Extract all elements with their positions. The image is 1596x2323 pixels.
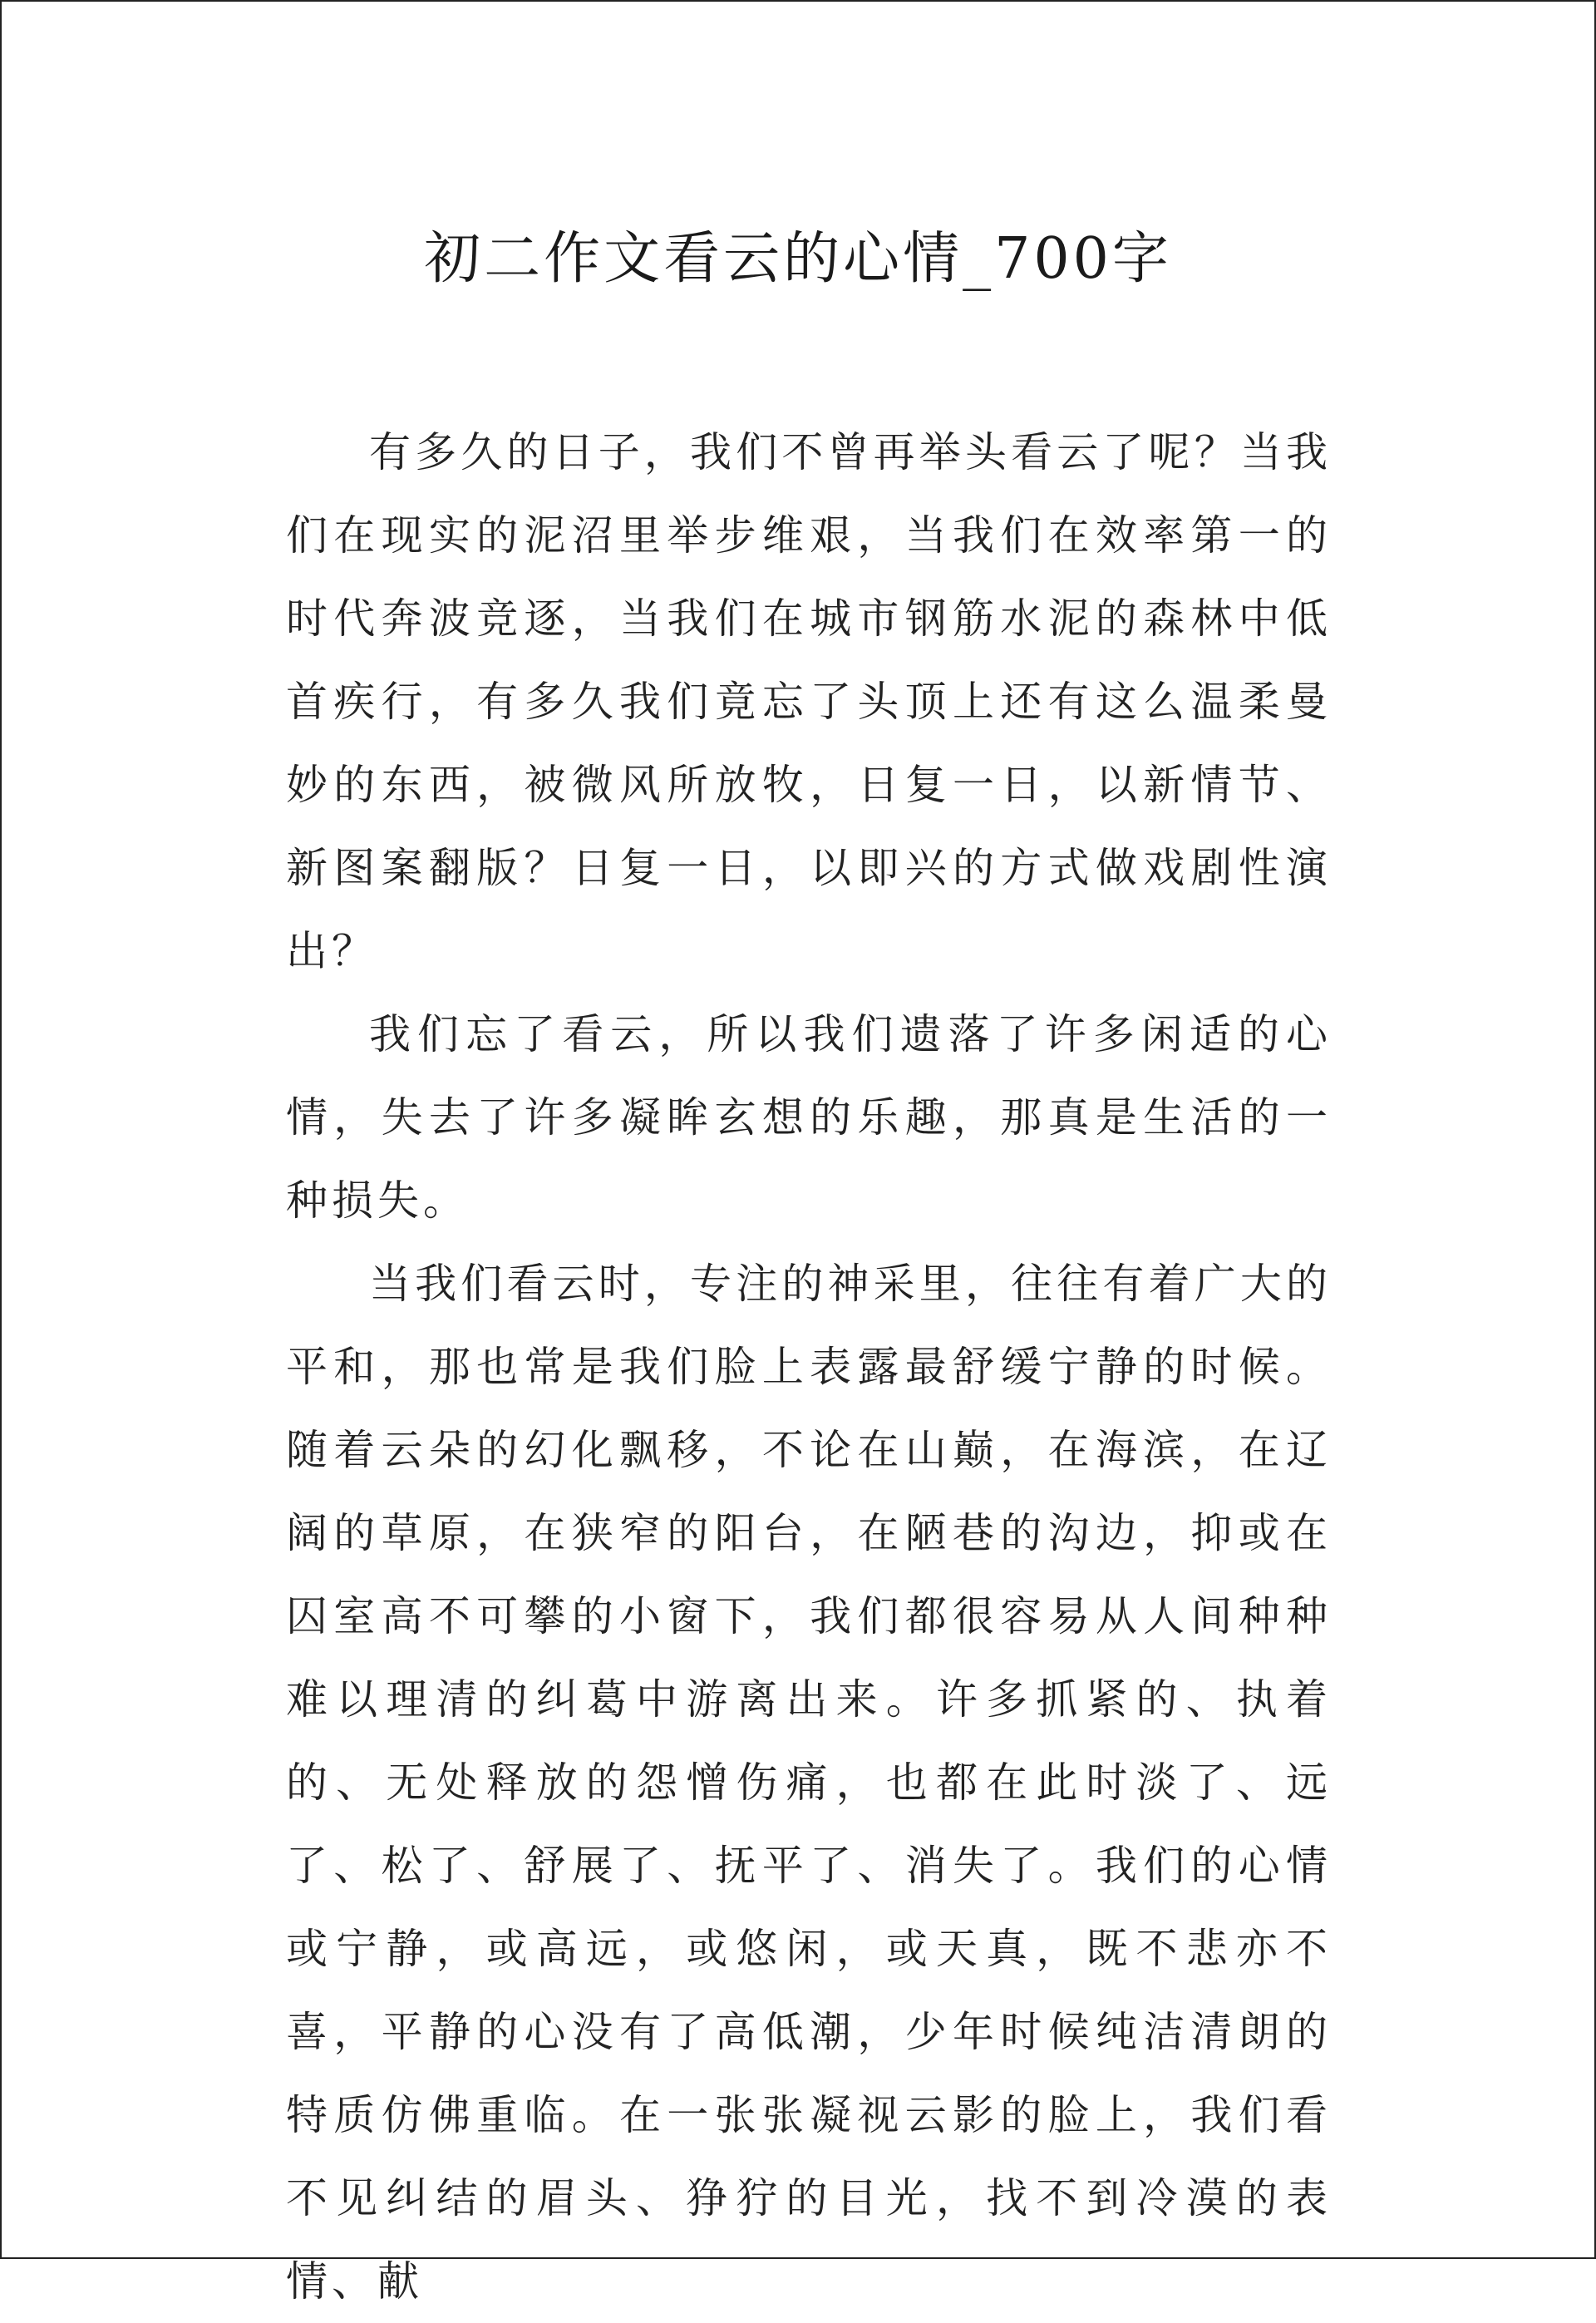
paragraph-3: 当我们看云时，专注的神采里，往往有着广大的平和，那也常是我们脸上表露最舒缓宁静的时候。随着云朵的幻化飘移，不论在山巅，在海滨，在辽阔的草原，在狭窄的阳台，在陋巷的沟边，抑或在囚室高不可攀的小窗下，我们都很容易从人间种种难以理清的纠葛中游离出来。许多抓紧的、执着的、无处释放的怨憎伤痛，也都在此时淡了、远了、松了、舒展了、抚平了、消失了。我们的心情或宁静，或高远，或悠闲，或天真，既不悲亦不喜，平静的心没有了高低潮，少年时候纯洁清朗的特质仿佛重临。在一张张凝视云影的脸上，我们看不见纠结的眉头、狰狞的目光，找不到冷漠的表情、献	[286, 1260, 1332, 2306]
document-title: 初二作文看云的心情_700字	[424, 226, 1172, 292]
paragraph-2: 我们忘了看云，所以我们遗落了许多闲适的心情，失去了许多凝眸玄想的乐趣，那真是生活的一种损失。	[286, 1010, 1332, 1225]
document-body	[286, 411, 1332, 2323]
paragraph-1: 有多久的日子，我们不曾再举头看云了呢？当我们在现实的泥沼里举步维艰，当我们在效率第一的时代奔波竞逐，当我们在城市钢筋水泥的森林中低首疾行，有多久我们竟忘了头顶上还有这么温柔曼妙的东西，被微风所放牧，日复一日，以新情节、新图案翻版？日复一日，以即兴的方式做戏剧性演出？	[286, 428, 1332, 975]
